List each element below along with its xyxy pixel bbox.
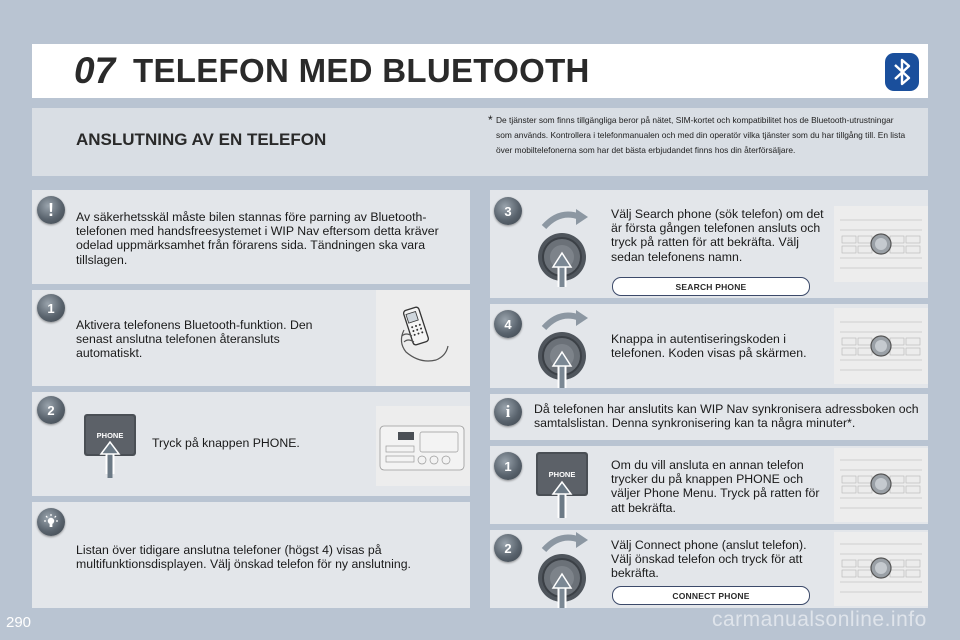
step-number: 4 — [494, 310, 522, 338]
phone-button-icon — [84, 414, 136, 478]
rotary-knob-icon — [530, 203, 600, 287]
warning-text: Av säkerhetsskäl måste bilen stannas före parning av Bluetooth-telefonen med handsfreesystemet i WIP Nav eftersom detta kräver odelad uppmärksamhet från förarens sida. Tändningen ska vara tillslagen. — [76, 210, 439, 267]
control-panel-thumbnail — [834, 308, 928, 384]
watermark: carmanualsonline.info — [712, 608, 927, 631]
step-b1-text: Om du vill ansluta en annan telefon trycker du på knappen PHONE och väljer Phone Menu. Tryck på ratten för att bekräfta. — [611, 458, 820, 515]
warning-icon: ! — [37, 196, 65, 224]
rotary-knob-icon — [530, 526, 600, 608]
mobile-phone-icon — [376, 290, 470, 386]
mobile-phone-illustration — [376, 290, 470, 386]
step-number: 1 — [37, 294, 65, 322]
footnote-text: De tjänster som finns tillgängliga beror på nätet, SIM-kortet och kompatibilitet hos de Bluetooth-utrustningar som används. Kontrollera i telefonmanualen och med din operatör vilka tjänster som du har tillgång till. En lista över mobiltelefonerna som har det bästa erbjudandet finns hos din återförsäljare. — [496, 115, 906, 155]
step-number: 1 — [494, 452, 522, 480]
info-icon: i — [494, 398, 522, 426]
section-title: ANSLUTNING AV EN TELEFON — [76, 130, 327, 149]
phone-button-icon — [536, 452, 588, 518]
footnote-mark: * — [488, 113, 493, 127]
step-number: 2 — [37, 396, 65, 424]
page-number: 290 — [6, 614, 32, 631]
phone-button-label: PHONE — [96, 431, 124, 440]
step-number: 3 — [494, 197, 522, 225]
step-number: 2 — [494, 534, 522, 562]
search-phone-label: SEARCH PHONE — [612, 277, 810, 296]
tip-text: Listan över tidigare anslutna telefoner (högst 4) visas på multifunktionsdisplayen. Välj önskad telefon för ny anslutning. — [76, 543, 411, 572]
connect-phone-label: CONNECT PHONE — [612, 586, 810, 605]
info-text: Då telefonen har anslutits kan WIP Nav synkronisera adressboken och samtalslistan. Denna synkronisering kan ta några minuter*. — [534, 402, 919, 431]
rotary-knob-icon — [530, 304, 600, 388]
bluetooth-icon — [884, 52, 920, 92]
control-panel-thumbnail — [834, 206, 928, 282]
phone-button-label: PHONE — [548, 470, 576, 479]
step-1-text: Aktivera telefonens Bluetooth-funktion. Den senast anslutna telefonen återansluts automatiskt. — [76, 318, 313, 361]
control-panel-thumbnail — [834, 532, 928, 606]
step-4-text: Knappa in autentiseringskoden i telefonen. Koden visas på skärmen. — [611, 332, 807, 361]
light-bulb-icon — [37, 508, 65, 536]
page-title: TELEFON MED BLUETOOTH — [133, 52, 590, 89]
step-2-text: Tryck på knappen PHONE. — [152, 436, 300, 450]
control-panel-thumbnail — [834, 448, 928, 522]
step-b2-text: Välj Connect phone (anslut telefon). Välj önskad telefon och tryck för att bekräfta. — [611, 538, 807, 581]
chapter-number: 07 — [74, 50, 116, 91]
radio-panel-illustration — [376, 406, 470, 486]
step-3-text: Välj Search phone (sök telefon) om det är första gången telefonen ansluts och tryck på ratten för att bekräfta. Välj sedan telefonens namn. — [611, 207, 824, 264]
